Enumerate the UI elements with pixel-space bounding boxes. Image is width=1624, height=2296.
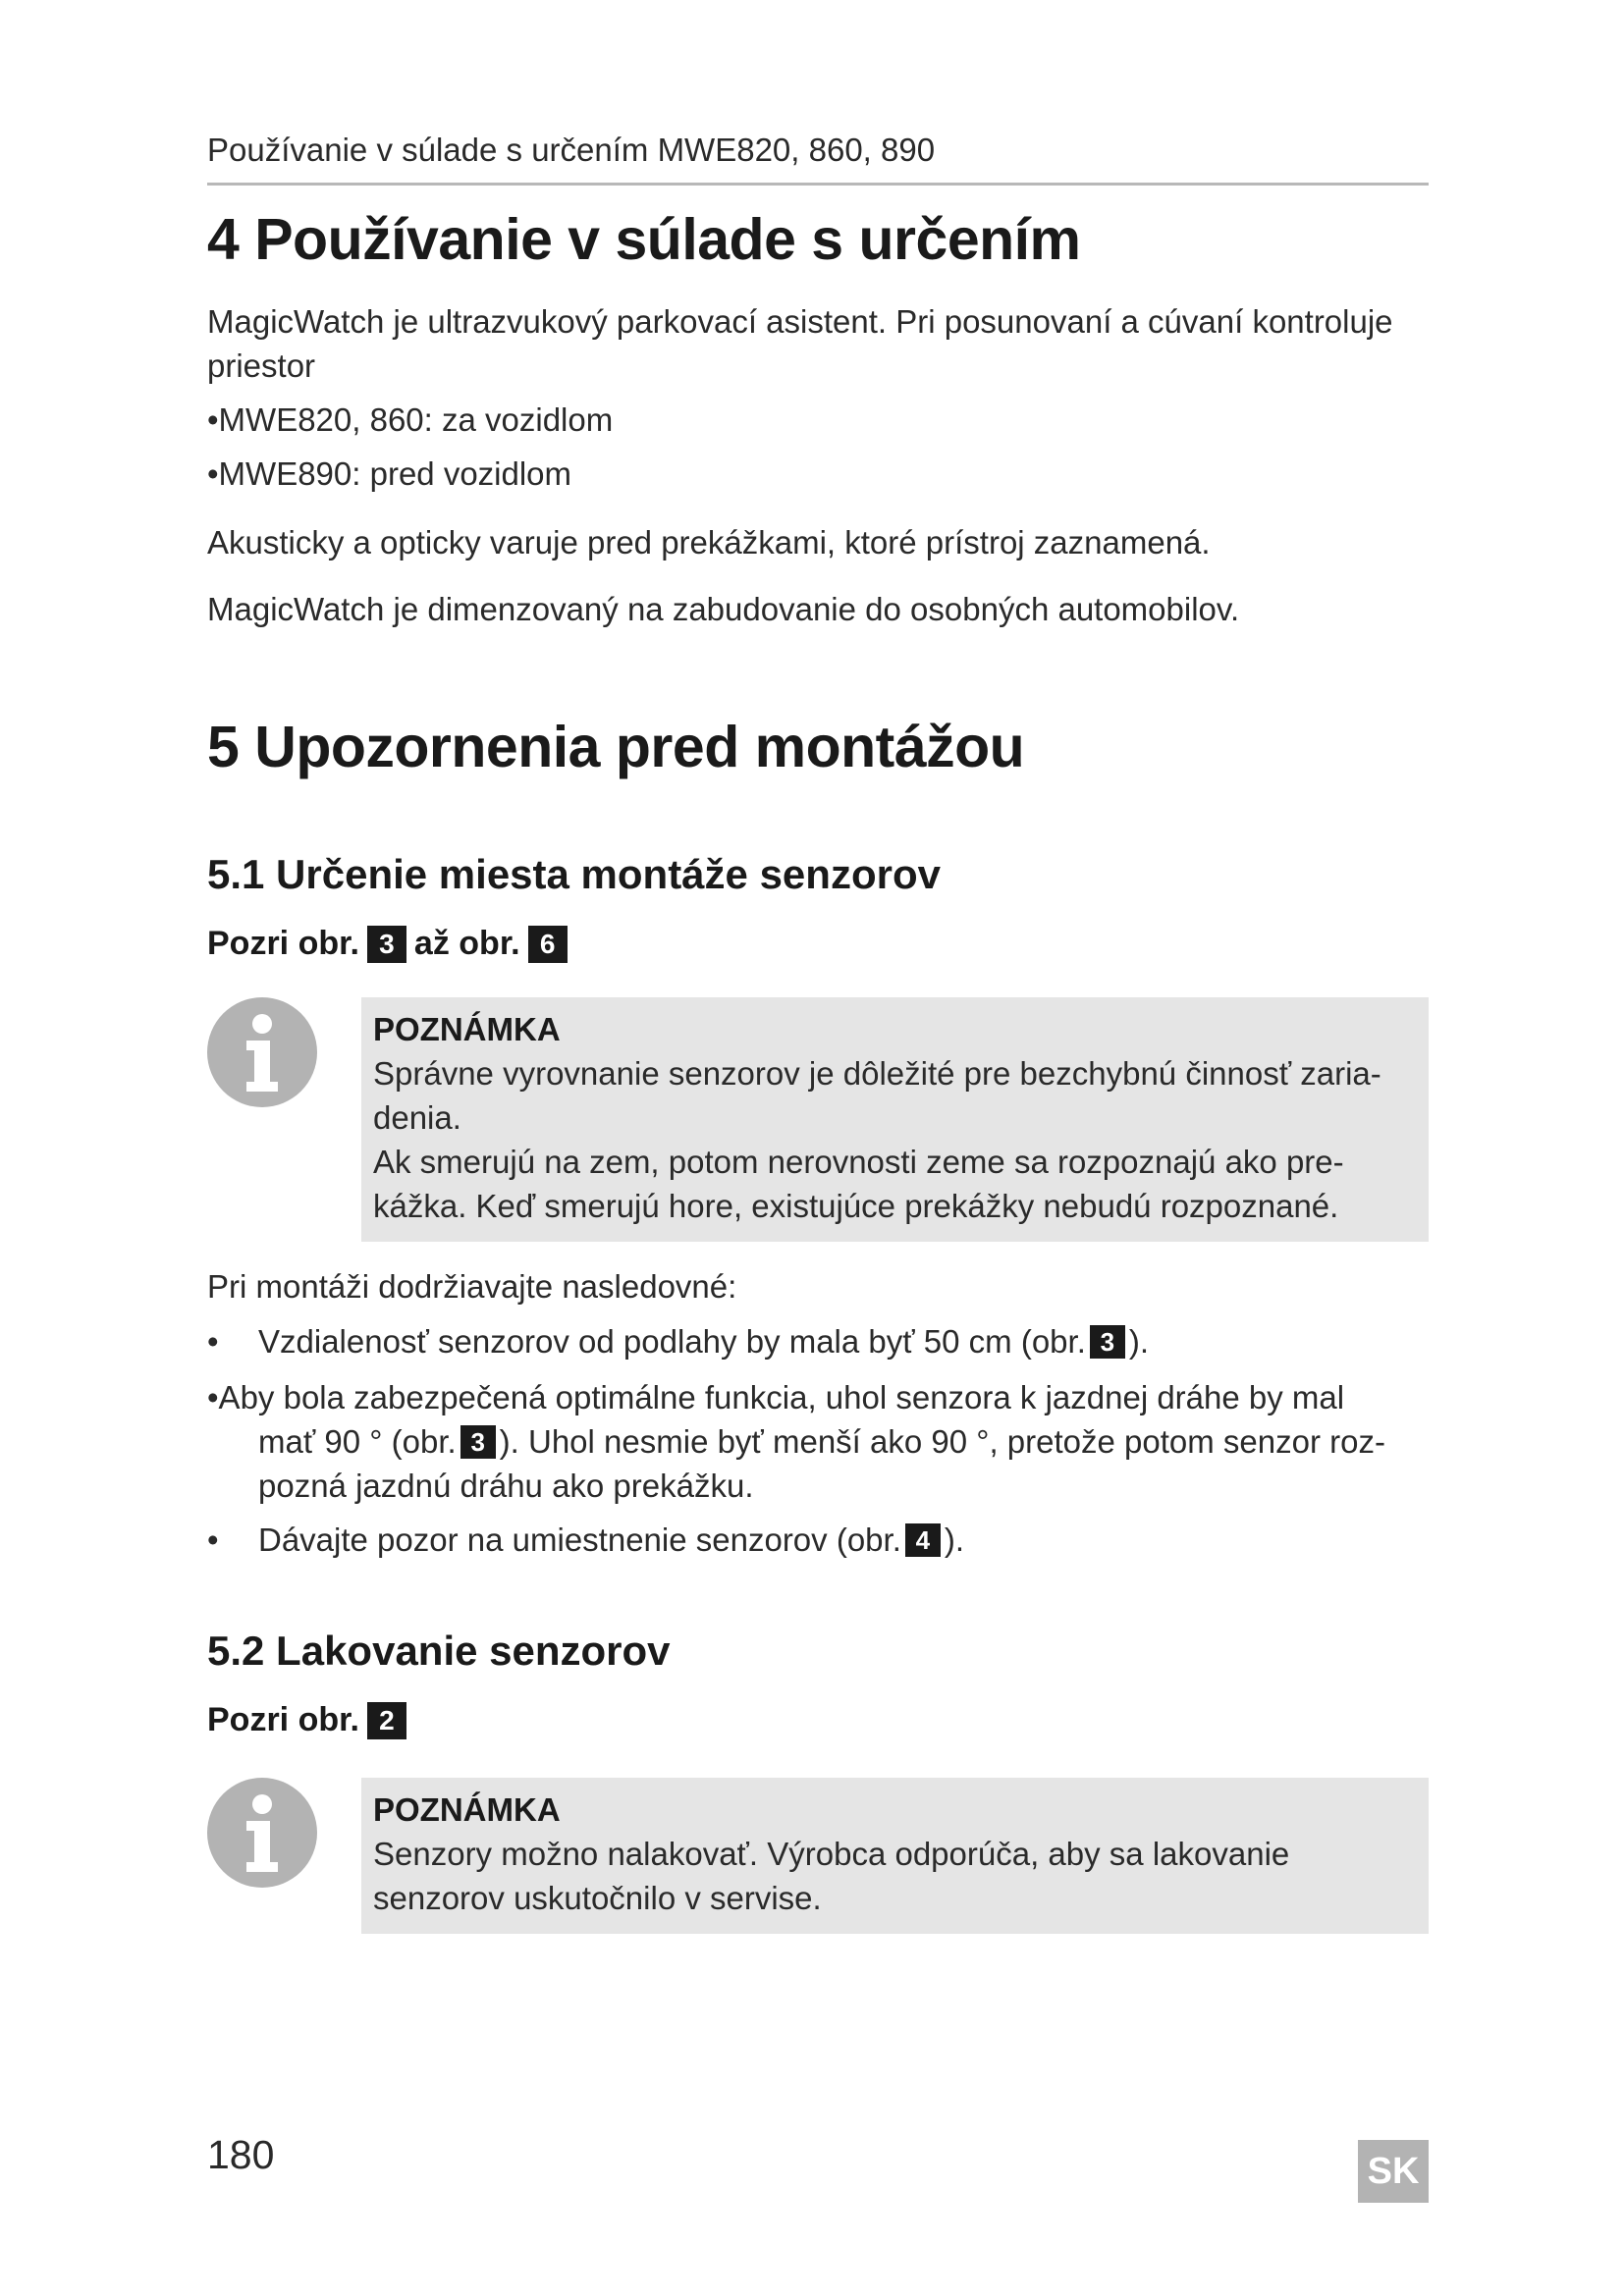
figure-3-badge: 3 [367, 926, 406, 963]
header-rule [207, 183, 1429, 186]
page-number: 180 [207, 2132, 275, 2177]
language-badge: SK [1358, 2140, 1429, 2203]
note-line-4: kážka. Keď smerujú hore, existujúce prekážky nebudú rozpoznané. [373, 1188, 1339, 1224]
item-2-line-2-a: mať 90 ° (obr. [258, 1423, 457, 1460]
item-3-end: ). [944, 1522, 965, 1558]
figure-reference-5-2 [207, 1701, 414, 1739]
note-box [361, 1778, 1429, 1934]
figure-3-badge: 3 [1090, 1325, 1125, 1359]
item-2-line-2 [207, 1419, 1429, 1464]
section-5-title: 5 Upozornenia pred montážou [207, 715, 1025, 779]
mounting-list [207, 1319, 1429, 1562]
figure-ref-mid: až obr. [413, 925, 520, 962]
item-2-line-2-b: ). Uhol nesmie byť menší ako 90 °, pretože potom senzor roz- [499, 1423, 1385, 1460]
subsection-5-2-title: 5.2 Lakovanie senzorov [207, 1628, 671, 1674]
mounting-lead: Pri montáži dodržiavajte nasledovné: [207, 1268, 737, 1305]
item-1-text: Vzdialenosť senzorov od podlahy by mala byť 50 cm (obr. [258, 1323, 1086, 1360]
figure-2-badge: 2 [367, 1702, 406, 1739]
section-4-bullet-2: •MWE890: pred vozidlom [207, 455, 572, 492]
mounting-item-1 [207, 1319, 1429, 1363]
section-4-bullet-1: •MWE820, 860: za vozidlom [207, 401, 614, 438]
note-line-1: Senzory možno nalakovať. Výrobca odporúča, aby sa lakovanie [373, 1836, 1290, 1872]
note-title: POZNÁMKA [373, 1011, 561, 1047]
item-3-text: Dávajte pozor na umiestnenie senzorov (obr. [258, 1522, 901, 1558]
item-1-end: ). [1128, 1323, 1150, 1360]
section-4-title: 4 Používanie v súlade s určením [207, 207, 1081, 272]
figure-4-badge: 4 [905, 1523, 941, 1557]
info-icon [207, 1778, 317, 1888]
mounting-item-3 [207, 1518, 1429, 1562]
figure-3-badge: 3 [460, 1425, 496, 1459]
figure-ref-prefix: Pozri obr. [207, 1701, 359, 1738]
item-2-line-1: •Aby bola zabezpečená optimálne funkcia, uhol senzora k jazdnej dráhe by mal [207, 1379, 1345, 1415]
subsection-5-1-title: 5.1 Určenie miesta montáže senzorov [207, 851, 941, 897]
bullet-mark: • [207, 1522, 219, 1558]
mounting-item-2 [207, 1375, 1429, 1508]
note-box [361, 997, 1429, 1242]
figure-reference-5-1 [207, 925, 575, 963]
section-4-para-2: Akusticky a opticky varuje pred prekážkami, ktoré prístroj zaznamená. [207, 524, 1211, 561]
note-line-2: denia. [373, 1099, 461, 1136]
bullet-mark: • [207, 1323, 219, 1360]
note-line-3: Ak smerujú na zem, potom nerovnosti zeme sa rozpoznajú ako pre- [373, 1144, 1344, 1180]
figure-ref-prefix: Pozri obr. [207, 925, 359, 962]
note-line-1: Správne vyrovnanie senzorov je dôležité pre bezchybnú činnosť zaria- [373, 1055, 1381, 1092]
figure-6-badge: 6 [528, 926, 568, 963]
info-icon [207, 997, 317, 1107]
running-header: Používanie v súlade s určením MWE820, 860, 890 [207, 132, 936, 168]
item-2-line-3: pozná jazdnú dráhu ako prekážku. [258, 1468, 754, 1504]
manual-page [207, 0, 1429, 2296]
note-title: POZNÁMKA [373, 1791, 561, 1828]
note-line-2: senzorov uskutočnilo v servise. [373, 1880, 822, 1916]
section-4-intro: MagicWatch je ultrazvukový parkovací asistent. Pri posunovaní a cúvaní kontroluje priestor [207, 303, 1393, 384]
section-4-para-3: MagicWatch je dimenzovaný na zabudovanie do osobných automobilov. [207, 591, 1240, 627]
